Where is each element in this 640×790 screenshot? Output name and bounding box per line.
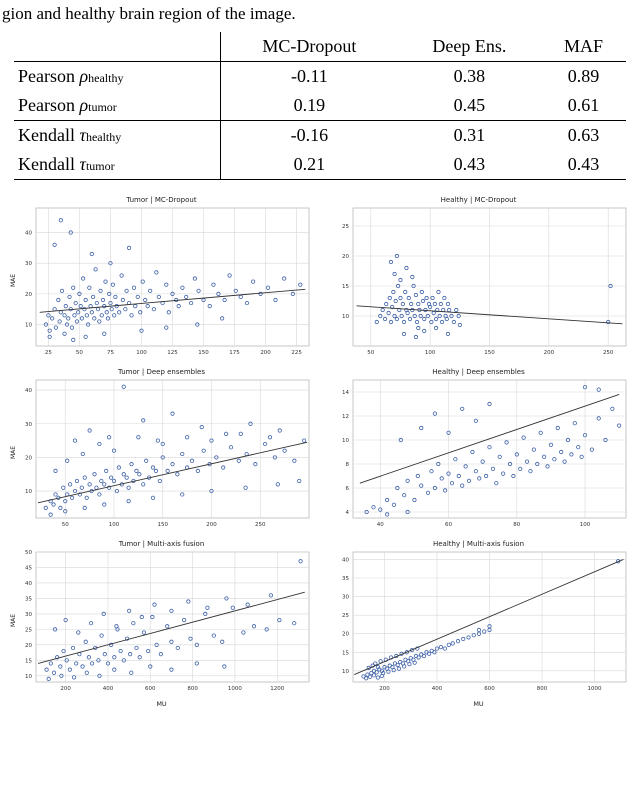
plot-title: Healthy | MC-Dropout bbox=[440, 196, 517, 204]
svg-text:4: 4 bbox=[345, 510, 349, 516]
svg-text:25: 25 bbox=[44, 350, 52, 356]
x-axis-label: MU bbox=[156, 700, 167, 708]
col-header-1: MC-Dropout bbox=[220, 32, 397, 62]
row-metric-symbol: ρ bbox=[79, 66, 89, 86]
svg-text:8: 8 bbox=[345, 462, 349, 468]
svg-text:200: 200 bbox=[543, 350, 555, 356]
svg-text:30: 30 bbox=[25, 261, 32, 268]
plot-canvas bbox=[6, 538, 317, 708]
svg-text:10: 10 bbox=[342, 438, 349, 444]
svg-text:35: 35 bbox=[342, 576, 349, 582]
plot-title: Tumor | Multi-axis fusion bbox=[118, 540, 205, 548]
table-row bbox=[14, 150, 626, 180]
scatter-plot-healthy-mc-dropout bbox=[323, 194, 634, 364]
cell-value: 0.19 bbox=[220, 91, 397, 121]
table-row bbox=[14, 121, 626, 151]
cell-value: 0.63 bbox=[567, 125, 600, 145]
svg-text:30: 30 bbox=[25, 421, 32, 428]
svg-text:50: 50 bbox=[75, 350, 83, 356]
svg-text:45: 45 bbox=[25, 565, 32, 572]
svg-text:600: 600 bbox=[145, 686, 156, 692]
figure-caption: gion and healthy brain region of the image. bbox=[2, 4, 296, 23]
svg-text:80: 80 bbox=[513, 522, 521, 528]
svg-text:225: 225 bbox=[291, 350, 302, 356]
cell-value: 0.43 bbox=[398, 150, 541, 180]
scatter-plot-tumor-deep-ensembles bbox=[6, 366, 317, 536]
row-metric-name: Kendall bbox=[18, 125, 75, 145]
svg-text:100: 100 bbox=[424, 350, 436, 356]
svg-text:40: 40 bbox=[342, 557, 349, 564]
scatter-plot-tumor-mc-dropout bbox=[6, 194, 317, 364]
row-metric-symbol: τ bbox=[79, 154, 86, 174]
svg-text:150: 150 bbox=[484, 350, 495, 356]
svg-text:25: 25 bbox=[342, 224, 349, 230]
scatter-plot-grid bbox=[0, 194, 640, 708]
cell-value: 0.43 bbox=[541, 150, 626, 180]
svg-text:1000: 1000 bbox=[227, 686, 242, 692]
cell-value: 0.45 bbox=[398, 91, 541, 121]
row-metric-symbol: τ bbox=[79, 125, 86, 145]
svg-text:75: 75 bbox=[106, 350, 114, 356]
row-metric-name: Pearson bbox=[18, 66, 75, 86]
svg-text:10: 10 bbox=[342, 314, 349, 320]
svg-text:200: 200 bbox=[60, 686, 71, 692]
svg-text:20: 20 bbox=[25, 455, 32, 462]
cell-value: 0.38 bbox=[453, 66, 486, 86]
row-label bbox=[14, 91, 220, 121]
svg-text:100: 100 bbox=[579, 522, 591, 528]
svg-text:200: 200 bbox=[206, 522, 217, 528]
svg-text:200: 200 bbox=[260, 350, 271, 356]
plot-title: Tumor | MC-Dropout bbox=[126, 196, 197, 204]
row-metric-symbol: ρ bbox=[79, 95, 89, 115]
svg-text:40: 40 bbox=[25, 230, 32, 237]
cell-value: -0.11 bbox=[220, 62, 397, 92]
svg-text:125: 125 bbox=[167, 350, 178, 356]
svg-text:30: 30 bbox=[25, 611, 32, 618]
svg-text:150: 150 bbox=[157, 522, 168, 528]
row-label bbox=[14, 121, 220, 151]
svg-text:400: 400 bbox=[431, 686, 443, 692]
metrics-table-container bbox=[0, 30, 640, 180]
cell-value: 0.61 bbox=[541, 91, 626, 121]
svg-text:15: 15 bbox=[342, 650, 349, 657]
svg-text:25: 25 bbox=[25, 627, 32, 634]
plot-canvas bbox=[323, 538, 634, 708]
svg-text:15: 15 bbox=[25, 658, 32, 665]
svg-text:800: 800 bbox=[536, 686, 548, 692]
row-metric-name: Kendall bbox=[18, 154, 75, 174]
svg-text:20: 20 bbox=[25, 642, 32, 649]
svg-text:250: 250 bbox=[255, 522, 266, 528]
svg-text:15: 15 bbox=[342, 284, 349, 290]
svg-text:10: 10 bbox=[25, 322, 32, 329]
plot-title: Tumor | Deep ensembles bbox=[118, 368, 205, 376]
row-metric-subscript: healthy bbox=[88, 71, 124, 85]
svg-text:50: 50 bbox=[367, 350, 375, 356]
svg-text:800: 800 bbox=[187, 686, 198, 692]
svg-text:40: 40 bbox=[25, 388, 32, 395]
svg-text:14: 14 bbox=[342, 390, 349, 396]
svg-text:60: 60 bbox=[445, 522, 453, 528]
svg-text:40: 40 bbox=[376, 522, 384, 528]
svg-text:6: 6 bbox=[345, 486, 349, 492]
row-label bbox=[14, 62, 220, 92]
cell-value: 0.31 bbox=[453, 125, 486, 145]
plot-title: Healthy | Deep ensembles bbox=[432, 368, 525, 376]
svg-text:1200: 1200 bbox=[270, 686, 285, 692]
svg-text:1000: 1000 bbox=[587, 686, 602, 692]
svg-text:25: 25 bbox=[342, 613, 349, 620]
col-header-0 bbox=[14, 32, 220, 62]
svg-text:100: 100 bbox=[108, 522, 120, 528]
scatter-plot-healthy-multi-axis-fusion bbox=[323, 538, 634, 708]
svg-text:150: 150 bbox=[198, 350, 209, 356]
svg-text:20: 20 bbox=[342, 254, 349, 260]
cell-value: 0.89 bbox=[567, 66, 600, 86]
plot-canvas bbox=[6, 194, 317, 364]
svg-text:50: 50 bbox=[61, 522, 69, 528]
x-axis-label: MU bbox=[473, 700, 484, 708]
plot-title: Healthy | Multi-axis fusion bbox=[432, 540, 525, 548]
svg-text:250: 250 bbox=[602, 350, 614, 356]
svg-text:12: 12 bbox=[342, 414, 349, 420]
svg-text:600: 600 bbox=[484, 686, 495, 692]
svg-text:20: 20 bbox=[342, 631, 349, 638]
svg-text:100: 100 bbox=[136, 350, 147, 356]
col-header-2: Deep Ens. bbox=[398, 32, 541, 62]
scatter-plot-healthy-deep-ensembles bbox=[323, 366, 634, 536]
plot-canvas bbox=[6, 366, 317, 536]
cell-value: 0.21 bbox=[220, 150, 397, 180]
metrics-table bbox=[14, 32, 626, 180]
table-row bbox=[14, 91, 626, 121]
row-metric-subscript: tumor bbox=[85, 159, 115, 173]
row-metric-subscript: healthy bbox=[85, 130, 122, 144]
svg-text:10: 10 bbox=[342, 668, 349, 675]
svg-text:10: 10 bbox=[25, 489, 32, 496]
table-header-row bbox=[14, 32, 626, 62]
plot-canvas bbox=[323, 194, 634, 364]
row-label bbox=[14, 150, 220, 180]
svg-text:20: 20 bbox=[25, 291, 32, 298]
svg-text:400: 400 bbox=[102, 686, 114, 692]
row-metric-subscript: tumor bbox=[88, 100, 117, 114]
svg-text:30: 30 bbox=[342, 594, 349, 601]
col-header-3: MAF bbox=[541, 32, 626, 62]
svg-text:10: 10 bbox=[25, 673, 32, 680]
plot-canvas bbox=[323, 366, 634, 536]
row-metric-name: Pearson bbox=[18, 95, 75, 115]
svg-text:50: 50 bbox=[25, 550, 32, 556]
y-axis-label: MAE bbox=[10, 445, 17, 459]
scatter-plot-tumor-multi-axis-fusion bbox=[6, 538, 317, 708]
y-axis-label: MAE bbox=[10, 613, 17, 627]
svg-text:35: 35 bbox=[25, 596, 32, 603]
table-row bbox=[14, 62, 626, 92]
svg-text:40: 40 bbox=[25, 580, 32, 587]
svg-text:175: 175 bbox=[229, 350, 240, 356]
cell-value: -0.16 bbox=[220, 121, 397, 151]
y-axis-label: MAE bbox=[10, 273, 17, 287]
svg-text:200: 200 bbox=[379, 686, 390, 692]
